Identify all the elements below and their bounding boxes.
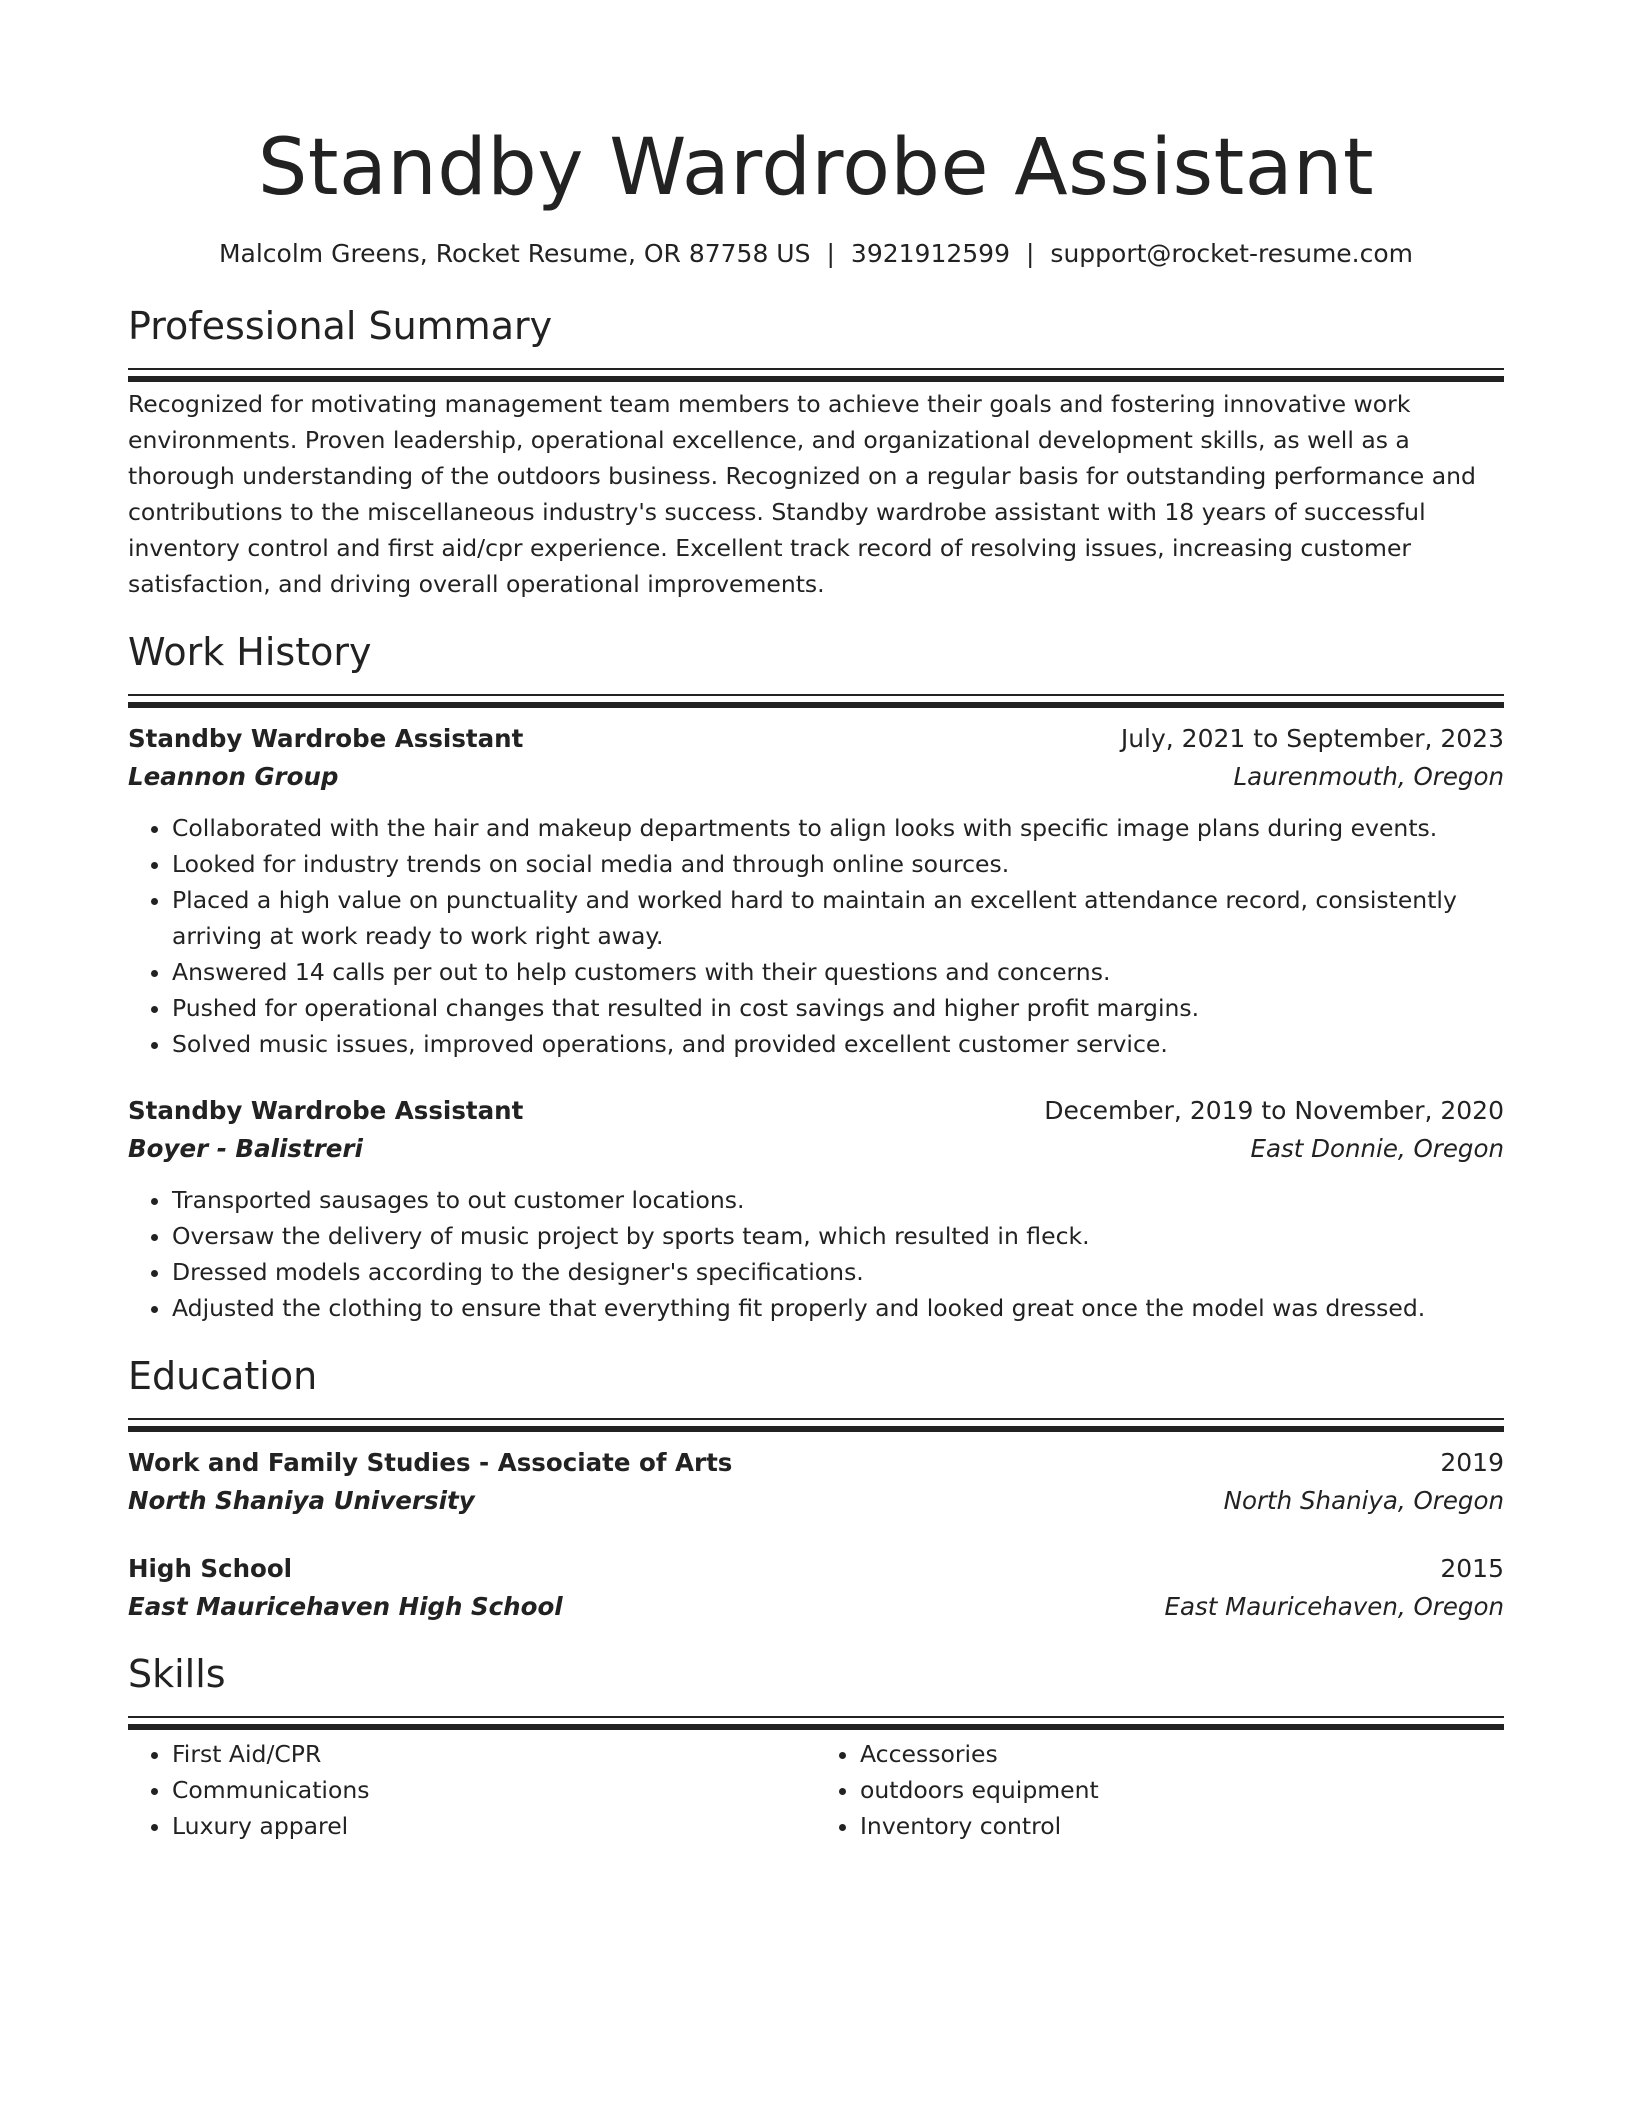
education-school: East Mauricehaven High School	[128, 1592, 563, 1621]
job-entry	[128, 720, 1504, 1062]
skills-list-left	[128, 1736, 816, 1844]
education-year: 2019	[1440, 1448, 1504, 1477]
job-title: Standby Wardrobe Assistant	[128, 724, 524, 753]
job-bullets	[128, 1182, 1504, 1326]
job-bullets	[128, 810, 1504, 1062]
contact-line	[128, 236, 1504, 272]
summary-text: Recognized for motivating management team members to achieve their goals and fostering innovative work environments. Proven leadership, operational excellence, and organizational development skills, as well as a thorough understanding of the outdoors business. Recognized on a regular basis for outstanding performance and contributions to the miscellaneous industry's success. Standby wardrobe assistant with 18 years of successful inventory control and first aid/cpr experience. Excellent track record of resolving issues, increasing customer satisfaction, and driving overall operational improvements.	[128, 390, 1476, 598]
list-item: • Dressed models according to the designer's specifications.	[172, 1254, 1504, 1290]
list-item: • Adjusted the clothing to ensure that everything fit properly and looked great once the model was dressed.	[172, 1290, 1504, 1326]
job-title: Standby Wardrobe Assistant	[128, 1096, 524, 1125]
summary-section	[128, 298, 1504, 602]
section-heading-work-history: Work History	[128, 630, 372, 674]
list-item: • Transported sausages to out customer locations.	[172, 1182, 1504, 1218]
skill-item: • First Aid/CPR	[172, 1736, 816, 1772]
education-location: East Mauricehaven, Oregon	[1164, 1592, 1504, 1621]
education-section	[128, 1348, 1504, 1626]
list-item: • Solved music issues, improved operations, and provided excellent customer service.	[172, 1026, 1504, 1062]
resume-title: Standby Wardrobe Assistant	[257, 123, 1375, 213]
section-divider	[128, 1418, 1504, 1420]
contact-phone: 3921912599	[850, 239, 1010, 268]
education-entry	[128, 1444, 1504, 1520]
section-divider	[128, 368, 1504, 370]
education-location: North Shaniya, Oregon	[1223, 1486, 1504, 1515]
skill-item: • Communications	[172, 1772, 816, 1808]
education-degree: Work and Family Studies - Associate of Arts	[128, 1448, 733, 1477]
skill-item: • outdoors equipment	[860, 1772, 1504, 1808]
contact-separator: |	[1025, 239, 1035, 268]
section-heading-education: Education	[128, 1354, 318, 1398]
list-item: • Placed a high value on punctuality and worked hard to maintain an excellent attendance record, consistently arriving at work ready to work right away.	[172, 882, 1504, 954]
list-item: • Collaborated with the hair and makeup departments to align looks with specific image plans during events.	[172, 810, 1504, 846]
list-item: • Answered 14 calls per out to help customers with their questions and concerns.	[172, 954, 1504, 990]
section-divider	[128, 1716, 1504, 1718]
job-location: East Donnie, Oregon	[1250, 1134, 1504, 1163]
job-dates: July, 2021 to September, 2023	[1120, 724, 1504, 753]
skills-grid	[128, 1734, 1504, 1844]
skill-item: • Accessories	[860, 1736, 1504, 1772]
education-degree: High School	[128, 1554, 293, 1583]
list-item: • Oversaw the delivery of music project by sports team, which resulted in fleck.	[172, 1218, 1504, 1254]
section-heading-skills: Skills	[128, 1652, 226, 1696]
education-entry	[128, 1550, 1504, 1626]
education-year: 2015	[1440, 1554, 1504, 1583]
skill-item: • Luxury apparel	[172, 1808, 816, 1844]
section-divider	[128, 694, 1504, 696]
contact-email: support@rocket-resume.com	[1050, 239, 1414, 268]
list-item: • Pushed for operational changes that resulted in cost savings and higher profit margins.	[172, 990, 1504, 1026]
skills-list-right	[816, 1736, 1504, 1844]
job-company: Leannon Group	[128, 762, 339, 791]
skill-item: • Inventory control	[860, 1808, 1504, 1844]
job-entry	[128, 1092, 1504, 1326]
section-heading-summary: Professional Summary	[128, 304, 553, 348]
contact-address: Malcolm Greens, Rocket Resume, OR 87758 US	[218, 239, 811, 268]
contact-separator: |	[826, 239, 835, 268]
skills-section	[128, 1646, 1504, 1844]
list-item: • Looked for industry trends on social media and through online sources.	[172, 846, 1504, 882]
education-school: North Shaniya University	[128, 1486, 475, 1515]
job-company: Boyer - Balistreri	[128, 1134, 363, 1163]
job-location: Laurenmouth, Oregon	[1233, 762, 1504, 791]
work-history-section	[128, 624, 1504, 1326]
job-dates: December, 2019 to November, 2020	[1044, 1096, 1504, 1125]
